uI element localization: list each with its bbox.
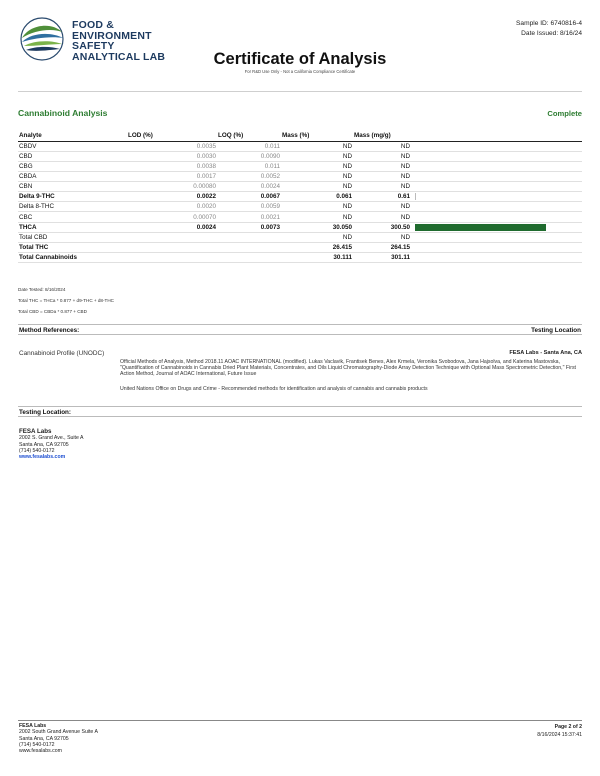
lod-cell: 0.0017: [128, 171, 218, 181]
testing-location-band: [18, 406, 582, 417]
mass-bar: [415, 224, 546, 231]
method-references-band: [18, 324, 582, 335]
footer-website[interactable]: www.fesalabs.com: [19, 748, 62, 755]
mass-mg-cell: ND: [354, 161, 412, 171]
mass-pct-cell: ND: [282, 171, 354, 181]
mass-bar-cell: [412, 253, 582, 263]
mass-bar-cell: [412, 242, 582, 252]
lod-cell: 0.0035: [128, 141, 218, 151]
loq-cell: [218, 253, 282, 263]
page-title: Certificate of Analysis: [213, 50, 387, 68]
mass-bar-cell: [412, 232, 582, 242]
loq-cell: 0.0059: [218, 202, 282, 212]
table-row: [18, 202, 582, 212]
column-header-mass-mg: Mass (mg/g): [354, 130, 412, 141]
mass-bar-cell: [412, 161, 582, 171]
location-lab-name: FESA Labs: [19, 428, 52, 435]
mass-mg-cell: 301.11: [354, 253, 412, 263]
mass-bar-cell: [412, 192, 582, 202]
mass-pct-cell: 26.415: [282, 242, 354, 252]
mass-mg-cell: 0.61: [354, 192, 412, 202]
analyte-cell: Total THC: [18, 242, 128, 252]
table-row: [18, 151, 582, 161]
table-row: [18, 253, 582, 263]
footer-page-info: [537, 723, 582, 739]
lab-logo-wordmark: FOOD & ENVIRONMENT SAFETY ANALYTICAL LAB: [72, 19, 166, 63]
loq-cell: 0.0067: [218, 192, 282, 202]
analyte-cell: Total CBD: [18, 232, 128, 242]
table-row: [18, 232, 582, 242]
mass-bar-cell: [412, 222, 582, 232]
mass-mg-cell: ND: [354, 232, 412, 242]
testing-location-address: [19, 429, 84, 460]
analyte-cell: CBDA: [18, 171, 128, 181]
testing-location-label: Testing Location:: [19, 409, 72, 416]
footer-address-line2: Santa Ana, CA 92705: [19, 735, 69, 742]
total-thc-formula: Total THC = THCa * 0.877 + d9-THC + d8-THC: [18, 298, 114, 303]
print-timestamp: 8/16/2024 15:37:41: [537, 732, 582, 738]
analyte-cell: Delta 9-THC: [18, 192, 128, 202]
table-row: [18, 212, 582, 222]
loq-cell: 0.0090: [218, 151, 282, 161]
location-website-link[interactable]: www.fesalabs.com: [19, 454, 66, 461]
lod-cell: [128, 242, 218, 252]
mass-pct-cell: 30.111: [282, 253, 354, 263]
column-header-mass-pct: Mass (%): [282, 130, 354, 141]
table-row: [18, 161, 582, 171]
total-cbd-formula: Total CBD = CBDa * 0.877 + CBD: [18, 309, 87, 314]
loq-cell: 0.0021: [218, 212, 282, 222]
mass-mg-cell: ND: [354, 182, 412, 192]
footer-address: [19, 723, 98, 754]
table-row: [18, 182, 582, 192]
table-row: [18, 242, 582, 252]
method-references-heading: Method References:: [19, 327, 80, 334]
lod-cell: 0.00070: [128, 212, 218, 222]
mass-pct-cell: ND: [282, 202, 354, 212]
loq-cell: [218, 232, 282, 242]
column-header-loq: LOQ (%): [218, 130, 282, 141]
page-subtitle: For R&D Use Only - Not a California Compliance Certificate: [244, 69, 356, 74]
lod-cell: 0.0022: [128, 192, 218, 202]
table-row: [18, 141, 582, 151]
loq-cell: 0.0024: [218, 182, 282, 192]
mass-pct-cell: ND: [282, 212, 354, 222]
table-body: [18, 141, 582, 263]
sample-meta: [516, 19, 582, 39]
loq-cell: 0.0052: [218, 171, 282, 181]
mass-mg-cell: 300.50: [354, 222, 412, 232]
date-tested: Date Tested: 8/16/2024: [18, 287, 66, 292]
lod-cell: [128, 232, 218, 242]
method-reference-aoac: Official Methods of Analysis, Method 2018.11 AOAC INTERNATIONAL (modified). Lukas Vaclavik, Frantisek Benes, Alex Krmela, Veronika Svobodova, Jana Hajsolva, and Katerina Mastovska, "Quantification of Cannabinoids in Cannabis Dried Plant Materials, Concentrates, and Oils Liquid Chromatography-Diode Array Detection Technique with Optional Mass Spectrometric Detection," First Action Method, Journal of AOAC International, Future Issue: [120, 359, 576, 378]
mass-pct-cell: ND: [282, 182, 354, 192]
analysis-section-title: Cannabinoid Analysis: [18, 108, 108, 118]
testing-location-heading: Testing Location: [531, 327, 581, 334]
mass-bar-cell: [412, 202, 582, 212]
loq-cell: [218, 242, 282, 252]
mass-mg-cell: ND: [354, 141, 412, 151]
table-header-row: [18, 130, 582, 141]
analyte-cell: Total Cannabinoids: [18, 253, 128, 263]
loq-cell: 0.011: [218, 141, 282, 151]
mass-pct-cell: 30.050: [282, 222, 354, 232]
lod-cell: [128, 253, 218, 263]
analyte-cell: CBDV: [18, 141, 128, 151]
analyte-cell: CBC: [18, 212, 128, 222]
mass-bar-cell: [412, 151, 582, 161]
loq-cell: 0.011: [218, 161, 282, 171]
mass-pct-cell: ND: [282, 151, 354, 161]
mass-bar-cell: [412, 141, 582, 151]
analyte-cell: CBD: [18, 151, 128, 161]
mass-mg-cell: 264.15: [354, 242, 412, 252]
mass-mg-cell: ND: [354, 212, 412, 222]
method-name: Cannabinoid Profile (UNODC): [19, 350, 105, 357]
mass-mg-cell: ND: [354, 171, 412, 181]
mass-pct-cell: ND: [282, 141, 354, 151]
mass-mg-cell: ND: [354, 151, 412, 161]
table-row: [18, 222, 582, 232]
analyte-cell: CBG: [18, 161, 128, 171]
location-address-line2: Santa Ana, CA 92705: [19, 441, 69, 448]
table-row: [18, 192, 582, 202]
lod-cell: 0.00080: [128, 182, 218, 192]
title-divider: [18, 91, 582, 92]
analyte-cell: Delta 8-THC: [18, 202, 128, 212]
mass-bar-cell: [412, 212, 582, 222]
lod-cell: 0.0020: [128, 202, 218, 212]
mass-bar-cell: [412, 182, 582, 192]
test-notes: [18, 284, 114, 317]
sample-id: Sample ID: 6740816-4: [516, 20, 582, 27]
loq-cell: 0.0073: [218, 222, 282, 232]
footer-phone: (714) 540-0172: [19, 741, 55, 748]
lod-cell: 0.0030: [128, 151, 218, 161]
column-header-lod: LOD (%): [128, 130, 218, 141]
status-badge: Complete: [547, 109, 582, 118]
footer-address-line1: 2002 South Grand Avenue Suite A: [19, 729, 98, 736]
analyte-cell: CBN: [18, 182, 128, 192]
mass-pct-cell: 0.061: [282, 192, 354, 202]
column-header-analyte: Analyte: [18, 130, 128, 141]
method-reference-unodc: United Nations Office on Drugs and Crime - Recommended methods for identification and analysis of cannabis and cannabis products: [120, 386, 428, 392]
mass-pct-cell: ND: [282, 232, 354, 242]
mass-mg-cell: ND: [354, 202, 412, 212]
mass-bar-cell: [412, 171, 582, 181]
mass-bar: [415, 193, 416, 200]
method-lab: FESA Labs - Santa Ana, CA: [509, 350, 582, 356]
column-header-bar: [412, 130, 582, 141]
footer-lab-name: FESA Labs: [19, 723, 47, 729]
location-address-line1: 2002 S. Grand Ave., Suite A: [19, 435, 84, 442]
date-issued: Date Issued: 8/16/24: [521, 30, 582, 37]
cannabinoid-table: [18, 130, 582, 263]
table-row: [18, 171, 582, 181]
analyte-cell: THCA: [18, 222, 128, 232]
mass-pct-cell: ND: [282, 161, 354, 171]
location-phone: (714) 540-0172: [19, 447, 55, 454]
page-number: Page 2 of 2: [554, 724, 582, 730]
lod-cell: 0.0038: [128, 161, 218, 171]
lod-cell: 0.0024: [128, 222, 218, 232]
footer-divider: [18, 720, 582, 721]
